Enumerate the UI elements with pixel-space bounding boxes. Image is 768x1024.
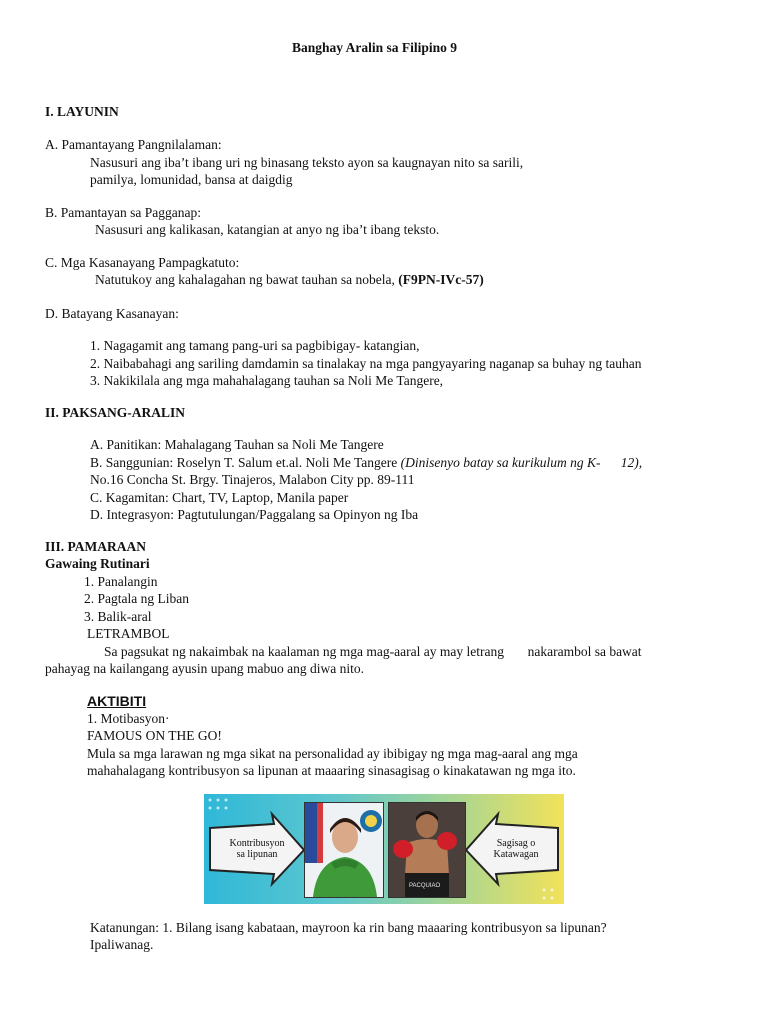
sanggunian-note: (Dinisenyo batay sa kurikulum ng K- 12), [400, 455, 643, 470]
katanungan-line1: Katanungan: 1. Bilang isang kabataan, mayroon ka rin bang maaaring kontribusyon sa lipunan? [90, 920, 607, 935]
aktibiti-motibasyon: 1. Motibasyon· [87, 711, 170, 726]
right-arrow-label-line1: Sagisag o [496, 838, 536, 849]
personality-1-image [305, 803, 383, 897]
letrambol-paragraph-line2: pahayag na kailangang ayusin upang mabuo ang diwa nito. [45, 661, 365, 676]
photo-personality-2 [388, 802, 466, 898]
section-heading-aktibiti: AKTIBITI [87, 693, 147, 709]
list-item: 1. Nagagamit ang tamang pang-uri sa pagbibigay- katangian, [90, 338, 420, 353]
right-arrow-label-line2: Katawagan [493, 849, 539, 860]
subheading-gawaing-rutinari: Gawaing Rutinari [45, 556, 150, 571]
text-pampagkatuto [95, 272, 484, 288]
label-pamantayan-sa-pagganap: B. Pamantayan sa Pagganap: [45, 205, 201, 220]
paksang-aralin-panitikan: A. Panitikan: Mahalagang Tauhan sa Noli Me Tangere [90, 437, 384, 452]
left-arrow-label-line2: sa lipunan [236, 849, 278, 860]
left-arrow-label [222, 838, 292, 860]
aktibiti-paragraph-line1: Mula sa mga larawan ng mga sikat na personalidad ay ibibigay ng mga mag-aaral ang mga [87, 746, 578, 761]
left-arrow-label-line1: Kontribusyon [229, 838, 285, 849]
paksang-aralin-sanggunian [90, 455, 642, 471]
label-kasanayang-pampagkatuto: C. Mga Kasanayang Pampagkatuto: [45, 255, 240, 270]
letrambol-paragraph-line1: Sa pagsukat ng nakaimbak na kaalaman ng mga mag-aaral ay may letrang nakarambol sa bawat [104, 644, 642, 659]
letrambol-title: LETRAMBOL [87, 626, 170, 641]
aktibiti-paragraph-line2: mahahalagang kontribusyon sa lipunan at maaaring sinasagisag o kinakatawan ng mga ito. [87, 763, 576, 778]
page-title: Banghay Aralin sa Filipino 9 [292, 40, 458, 55]
label-batayang-kasanayan: D. Batayang Kasanayan: [45, 306, 179, 321]
right-arrow-label [484, 838, 548, 860]
list-item: 2. Naibabahagi ang sariling damdamin sa tinalakay na mga pangyayaring naganap sa buhay ng tauhan [90, 356, 642, 371]
text-pagganap: Nasusuri ang kalikasan, katangian at anyo ng iba’t ibang teksto. [95, 222, 440, 237]
section-heading-pamaraan: III. PAMARAAN [45, 539, 146, 554]
sanggunian-address: No.16 Concha St. Brgy. Tinajeros, Malabon City pp. 89-111 [90, 472, 415, 487]
list-item: 2. Pagtala ng Liban [84, 591, 189, 606]
famous-personalities-banner [204, 794, 564, 904]
photo-personality-1 [304, 802, 384, 898]
competency-code: (F9PN-IVc-57) [398, 272, 484, 287]
label-pamantayang-pangnilalaman: A. Pamantayang Pangnilalaman: [45, 137, 222, 152]
list-item: 1. Panalangin [84, 574, 158, 589]
section-heading-layunin: I. LAYUNIN [45, 104, 119, 119]
sanggunian-text: B. Sanggunian: Roselyn T. Salum et.al. Noli Me Tangere [90, 455, 398, 470]
boxer-trunks-text: PACQUIAO [409, 883, 441, 889]
list-item: 3. Balik-aral [84, 609, 152, 624]
text-pangnilalaman-line2: pamilya, lomunidad, bansa at daigdig [90, 172, 293, 187]
text-pangnilalaman-line1: Nasusuri ang iba’t ibang uri ng binasang teksto ayon sa kaugnayan nito sa sarili, [90, 155, 524, 170]
paksang-aralin-integrasyon: D. Integrasyon: Pagtutulungan/Paggalang sa Opinyon ng Iba [90, 507, 419, 522]
text-pampagkatuto-body: Natutukoy ang kahalagahan ng bawat tauhan sa nobela, [95, 272, 395, 287]
paksang-aralin-kagamitan: C. Kagamitan: Chart, TV, Laptop, Manila paper [90, 490, 349, 505]
aktibiti-famous-title: FAMOUS ON THE GO! [87, 728, 222, 743]
list-item: 3. Nakikilala ang mga mahahalagang tauhan sa Noli Me Tangere, [90, 373, 444, 388]
section-heading-paksang-aralin: II. PAKSANG-ARALIN [45, 405, 186, 420]
katanungan-line2: Ipaliwanag. [90, 937, 154, 952]
